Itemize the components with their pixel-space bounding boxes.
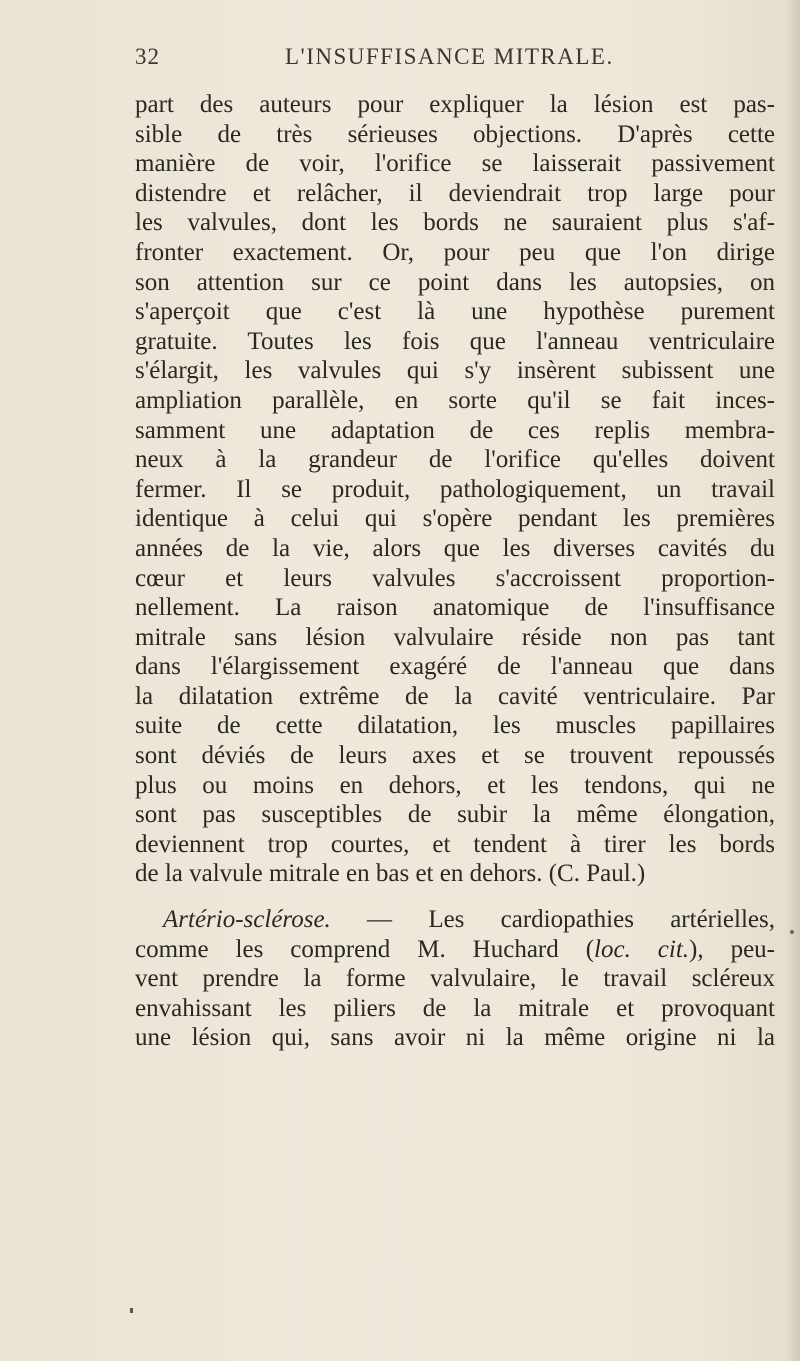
text-line: distendre et relâcher, il deviendrait trop large pour bbox=[135, 179, 775, 207]
text-line: ampliation parallèle, en sorte qu'il se fait inces- bbox=[135, 386, 775, 414]
text-line: sible de très sérieuses objections. D'après cette bbox=[135, 120, 775, 148]
body-text bbox=[135, 90, 775, 1053]
text-line: fermer. Il se produit, pathologiquement, un travail bbox=[135, 475, 775, 503]
text-line: une lésion qui, sans avoir ni la même origine ni la bbox=[135, 1024, 775, 1052]
text-line: fronter exactement. Or, pour peu que l'on dirige bbox=[135, 238, 775, 266]
text-line: sont pas susceptibles de subir la même élongation, bbox=[135, 801, 775, 829]
text-line: de la valvule mitrale en bas et en dehors. (C. Paul.) bbox=[135, 860, 646, 888]
text-line: gratuite. Toutes les fois que l'anneau ventriculaire bbox=[135, 327, 775, 355]
text-line: suite de cette dilatation, les muscles papillaires bbox=[135, 712, 775, 740]
text-span: ), peu- bbox=[689, 935, 775, 963]
paragraph-2 bbox=[135, 905, 775, 1053]
paper-speck bbox=[130, 1308, 133, 1313]
paragraph-gap bbox=[135, 889, 775, 905]
paper-speck bbox=[790, 930, 794, 934]
page-header bbox=[135, 44, 775, 74]
text-line: manière de voir, l'orifice se laisserait passivement bbox=[135, 150, 775, 178]
citation-italic: loc. cit. bbox=[594, 935, 690, 963]
text-line: son attention sur ce point dans les autopsies, on bbox=[135, 268, 775, 296]
text-line: dans l'élargissement exagéré de l'anneau que dans bbox=[135, 653, 775, 681]
page-number: 32 bbox=[135, 44, 160, 69]
paragraph-1 bbox=[135, 90, 775, 889]
page-edge-shadow bbox=[786, 0, 800, 1361]
text-line: s'élargit, les valvules qui s'y insèrent subissent une bbox=[135, 357, 775, 385]
text-line: envahissant les piliers de la mitrale et provoquant bbox=[135, 994, 775, 1022]
text-line: vent prendre la forme valvulaire, le travail scléreux bbox=[135, 965, 775, 993]
text-line: mitrale sans lésion valvulaire réside non pas tant bbox=[135, 623, 775, 651]
text-line: les valvules, dont les bords ne sauraient plus s'af- bbox=[135, 209, 775, 237]
text-span: comme les comprend M. Huchard ( bbox=[135, 935, 595, 963]
text-line: identique à celui qui s'opère pendant les premières bbox=[135, 505, 775, 533]
text-line bbox=[135, 935, 775, 965]
text-line bbox=[135, 905, 775, 935]
text-line: la dilatation extrême de la cavité ventriculaire. Par bbox=[135, 682, 775, 710]
text-span: — Les cardiopathies artérielles, bbox=[330, 906, 775, 934]
text-line: années de la vie, alors que les diverses cavités du bbox=[135, 534, 775, 562]
running-title: L'INSUFFISANCE MITRALE. bbox=[285, 44, 614, 69]
section-title: Artério-sclérose. bbox=[163, 906, 331, 934]
text-line: deviennent trop courtes, et tendent à tirer les bords bbox=[135, 830, 775, 858]
text-line: part des auteurs pour expliquer la lésion est pas- bbox=[135, 91, 775, 118]
text-line: cœur et leurs valvules s'accroissent proportion- bbox=[135, 564, 775, 592]
text-line: nellement. La raison anatomique de l'insuffisance bbox=[135, 594, 775, 622]
text-line: sont déviés de leurs axes et se trouvent repoussés bbox=[135, 742, 775, 770]
text-line: plus ou moins en dehors, et les tendons, qui ne bbox=[135, 771, 775, 799]
text-line: s'aperçoit que c'est là une hypothèse purement bbox=[135, 298, 775, 326]
text-line: neux à la grandeur de l'orifice qu'elles doivent bbox=[135, 446, 775, 474]
text-line: samment une adaptation de ces replis membra- bbox=[135, 416, 775, 444]
